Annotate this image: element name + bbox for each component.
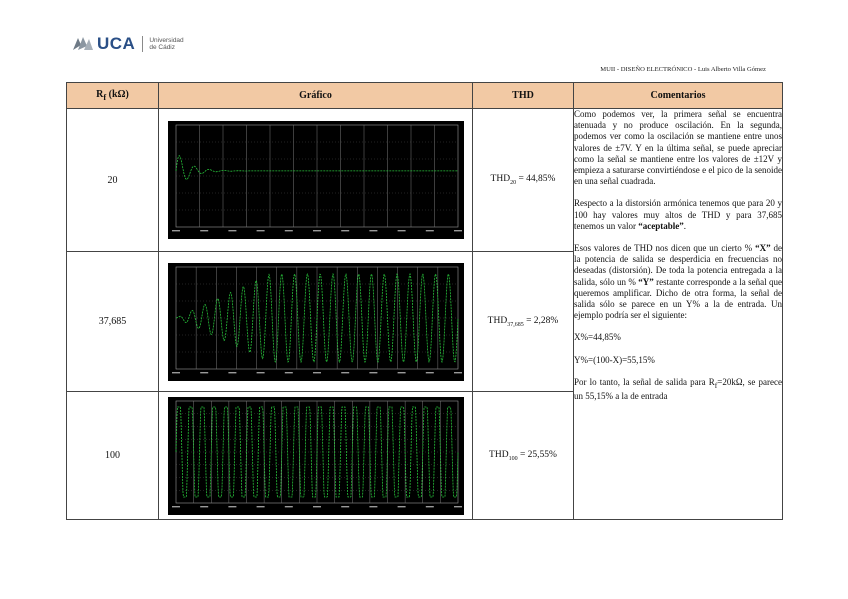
tick-label <box>425 230 433 231</box>
table-row <box>67 109 783 252</box>
tick-label <box>369 506 377 507</box>
rf-value: 37,685 <box>67 252 159 392</box>
comment-paragraph: Y%=(100-X)=55,15% <box>574 354 655 365</box>
graph-cell <box>159 392 473 520</box>
tick-label <box>454 372 462 373</box>
logo-subtitle <box>149 37 183 51</box>
thd-prefix: THD <box>490 174 511 185</box>
col-header-comments: Comentarios <box>574 83 783 109</box>
thd-value <box>473 252 574 392</box>
oscilloscope-plot <box>168 263 464 381</box>
tick-label <box>284 230 292 231</box>
thd-number: = 2,28% <box>523 315 559 326</box>
rf-header-label: R <box>96 89 104 100</box>
thd-value <box>473 109 574 252</box>
thd-sub: 20 <box>510 179 517 186</box>
comments-cell <box>574 109 783 520</box>
graph-cell <box>159 109 473 252</box>
table-header-row <box>67 83 783 109</box>
tick-label <box>369 230 377 231</box>
comment-paragraph <box>574 377 782 402</box>
logo-divider <box>142 36 143 52</box>
tick-label <box>256 372 264 373</box>
tick-label <box>425 372 433 373</box>
thd-number: = 44,85% <box>516 174 556 185</box>
tick-label <box>313 506 321 507</box>
tick-label <box>369 372 377 373</box>
logo-subtitle-line2: de Cádiz <box>149 44 175 51</box>
comment-paragraph <box>574 243 782 321</box>
results-table <box>66 82 783 520</box>
tick-label <box>284 372 292 373</box>
tick-label <box>200 230 208 231</box>
thd-prefix: THD <box>487 315 508 326</box>
uca-emblem-icon <box>72 36 94 52</box>
oscilloscope-plot <box>168 121 464 239</box>
rf-header-unit: (kΩ) <box>106 89 129 100</box>
oscilloscope-plot <box>168 397 464 515</box>
tick-label <box>454 506 462 507</box>
comment-text: Esos valores de THD nos dicen que un cierto % <box>574 243 756 254</box>
running-header: MUII - DISEÑO ELECTRÓNICO - Luis Alberto Villa Gómez <box>600 66 766 73</box>
thd-sub: 100 <box>508 455 518 462</box>
university-logo <box>72 34 184 54</box>
tick-label <box>341 372 349 373</box>
comment-text: . <box>683 220 686 231</box>
comment-bold: “X” <box>755 243 771 254</box>
comment-bold: “aceptable” <box>638 220 684 231</box>
tick-label <box>228 506 236 507</box>
thd-sub: 37,685 <box>507 321 524 328</box>
tick-label <box>313 372 321 373</box>
comment-bold: “Y” <box>638 276 654 287</box>
col-header-graph: Gráfico <box>159 83 473 109</box>
tick-label <box>228 372 236 373</box>
comment-text: Por lo tanto, la señal de salida para R <box>574 376 715 387</box>
tick-label <box>454 230 462 231</box>
tick-label <box>172 230 180 231</box>
thd-number: = 25,55% <box>517 449 557 460</box>
logo-text: UCA <box>97 34 136 53</box>
tick-label <box>200 372 208 373</box>
rf-header-sub: f <box>103 93 107 102</box>
tick-label <box>256 506 264 507</box>
tick-label <box>172 372 180 373</box>
tick-label <box>397 230 405 231</box>
tick-label <box>284 506 292 507</box>
graph-cell <box>159 252 473 392</box>
comment-paragraph: Como podemos ver, la primera señal se encuentra atenuada y no produce oscilación. En la segunda, podemos ver como la oscilación se mantiene entre unos valores de ±7V. Y en la última señal, se puede apreciar como la señal se mantiene entre los valores de ±12V y empieza a saturarse convirtiéndose e el pico de la senoide en una señal cuadrada. <box>574 109 782 187</box>
tick-label <box>200 506 208 507</box>
tick-label <box>172 506 180 507</box>
col-header-rf <box>67 83 159 109</box>
tick-label <box>341 506 349 507</box>
comment-paragraph: X%=44,85% <box>574 332 621 343</box>
comment-paragraph <box>574 198 782 232</box>
comment-text: restante corresponde a la señal que queremos amplificar. Dicho de otra forma, la señal de salida sólo se parece en un Y% a la de entrada. Un ejemplo podría ser el siguiente: <box>574 276 782 321</box>
comment-sub: f <box>714 380 718 390</box>
logo-subtitle-line1: Universidad <box>149 37 184 44</box>
tick-label <box>313 230 321 231</box>
tick-label <box>256 230 264 231</box>
rf-value: 100 <box>67 392 159 520</box>
tick-label <box>425 506 433 507</box>
comment-text: de la potencia de salida se desperdicia en frecuencias no deseadas (distorsión). De toda la potencia entregada a la salida, sólo un % <box>574 243 783 287</box>
comment-text: Respecto a la distorsión armónica tenemos que para 20 y 100 hay valores muy altos de THD y para 37,685 tenemos un valor <box>574 198 782 231</box>
rf-value: 20 <box>67 109 159 252</box>
tick-label <box>397 372 405 373</box>
tick-label <box>397 506 405 507</box>
tick-label <box>228 230 236 231</box>
tick-label <box>341 230 349 231</box>
comment-text: =20kΩ, se parece un 55,15% a la de entrada <box>574 376 782 401</box>
thd-value <box>473 392 574 520</box>
thd-prefix: THD <box>489 449 509 460</box>
col-header-thd: THD <box>473 83 574 109</box>
